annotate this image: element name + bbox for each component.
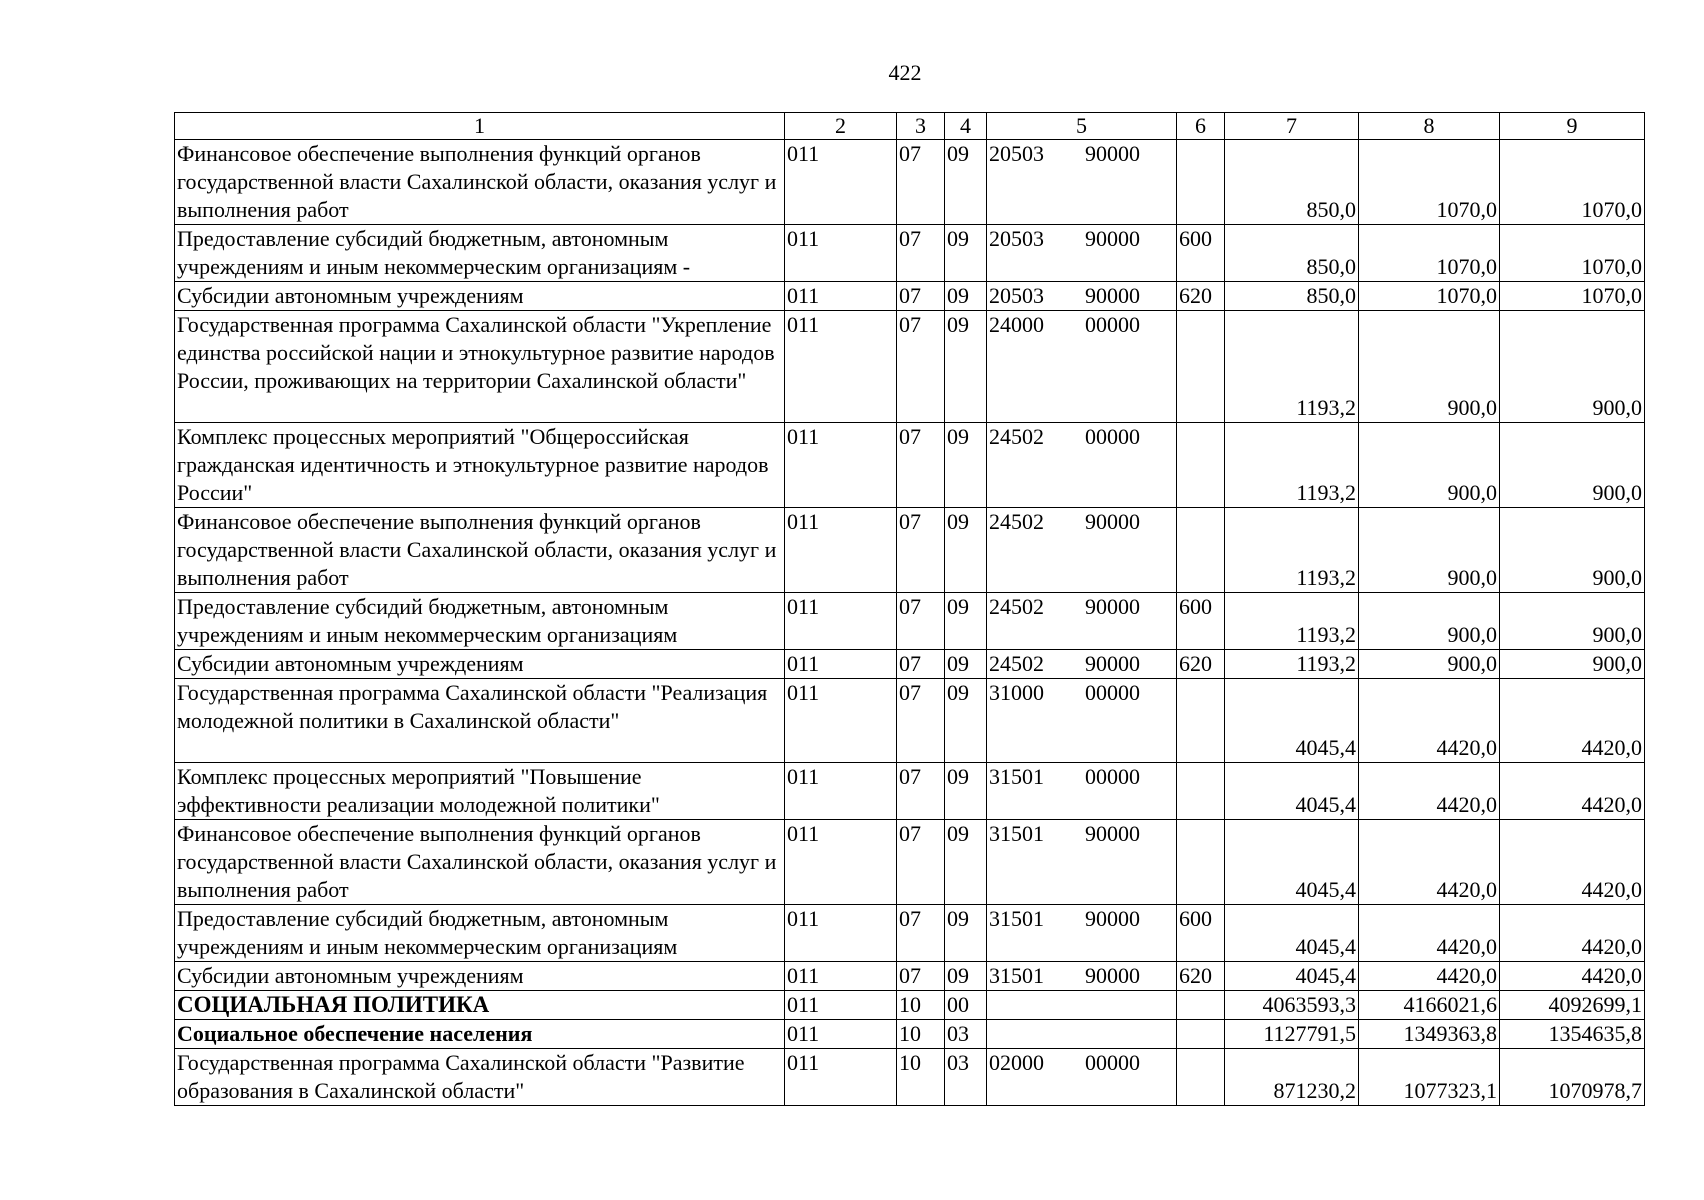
amount-col9: 900,0 (1500, 593, 1645, 650)
code-target-program: 31000 (989, 680, 1044, 705)
amount-col7: 4045,4 (1225, 763, 1359, 820)
code-target-article (987, 311, 1177, 423)
row-name: Субсидии автономным учреждениям (175, 650, 785, 679)
code-target-program: 20503 (989, 141, 1044, 166)
row-name: Комплекс процессных мероприятий "Общероссийская гражданская идентичность и этнокультурное развитие народов России" (175, 423, 785, 508)
amount-col7: 871230,2 (1225, 1049, 1359, 1106)
table-row (175, 1020, 1645, 1049)
amount-col8: 4166021,6 (1359, 991, 1500, 1020)
code-target-article (987, 140, 1177, 225)
code-target-article (987, 820, 1177, 905)
amount-col7: 1193,2 (1225, 650, 1359, 679)
code-ministry: 011 (785, 1020, 897, 1049)
amount-col8: 4420,0 (1359, 820, 1500, 905)
amount-col9: 4420,0 (1500, 905, 1645, 962)
code-target-article (987, 225, 1177, 282)
amount-col8: 4420,0 (1359, 763, 1500, 820)
row-name: Предоставление субсидий бюджетным, автономным учреждениям и иным некоммерческим организациям (175, 905, 785, 962)
code-expense-type (1177, 140, 1225, 225)
header-cell: 8 (1359, 113, 1500, 140)
code-target-article (987, 508, 1177, 593)
code-target-article (987, 905, 1177, 962)
code-section: 10 (897, 1049, 945, 1106)
amount-col8: 1077323,1 (1359, 1049, 1500, 1106)
budget-table (174, 112, 1645, 1106)
header-cell: 2 (785, 113, 897, 140)
code-target-program: 31501 (989, 963, 1044, 988)
row-name: Финансовое обеспечение выполнения функций органов государственной власти Сахалинской области, оказания услуг и выполнения работ (175, 140, 785, 225)
amount-col7: 1127791,5 (1225, 1020, 1359, 1049)
row-name: Государственная программа Сахалинской области "Развитие образования в Сахалинской области" (175, 1049, 785, 1106)
table-row (175, 679, 1645, 763)
code-target-article (987, 962, 1177, 991)
code-subsection: 00 (945, 991, 987, 1020)
table-row (175, 225, 1645, 282)
amount-col7: 1193,2 (1225, 311, 1359, 423)
amount-col8: 900,0 (1359, 311, 1500, 423)
code-expense-type: 620 (1177, 650, 1225, 679)
code-section: 10 (897, 991, 945, 1020)
row-name: Финансовое обеспечение выполнения функций органов государственной власти Сахалинской области, оказания услуг и выполнения работ (175, 820, 785, 905)
code-ministry: 011 (785, 423, 897, 508)
code-ministry: 011 (785, 140, 897, 225)
code-target-direction: 90000 (1085, 226, 1140, 251)
amount-col8: 4420,0 (1359, 962, 1500, 991)
amount-col8: 900,0 (1359, 593, 1500, 650)
amount-col9: 900,0 (1500, 423, 1645, 508)
code-target-direction: 90000 (1085, 283, 1140, 308)
amount-col8: 900,0 (1359, 650, 1500, 679)
table-row (175, 962, 1645, 991)
amount-col8: 900,0 (1359, 423, 1500, 508)
table-row (175, 423, 1645, 508)
code-expense-type (1177, 423, 1225, 508)
row-name: Государственная программа Сахалинской области "Реализация молодежной политики в Сахалинской области" (175, 679, 785, 763)
code-subsection: 03 (945, 1049, 987, 1106)
code-section: 07 (897, 905, 945, 962)
amount-col9: 4420,0 (1500, 763, 1645, 820)
amount-col9: 900,0 (1500, 311, 1645, 423)
table-row (175, 991, 1645, 1020)
row-name: Государственная программа Сахалинской области "Укрепление единства российской нации и этнокультурное развитие народов России, проживающих на территории Сахалинской области" (175, 311, 785, 423)
amount-col7: 1193,2 (1225, 508, 1359, 593)
code-expense-type (1177, 679, 1225, 763)
code-expense-type: 620 (1177, 282, 1225, 311)
amount-col7: 1193,2 (1225, 423, 1359, 508)
header-cell: 4 (945, 113, 987, 140)
table-row (175, 593, 1645, 650)
code-target-article (987, 423, 1177, 508)
code-ministry: 011 (785, 905, 897, 962)
amount-col9: 1070978,7 (1500, 1049, 1645, 1106)
amount-col9: 4420,0 (1500, 820, 1645, 905)
code-target-direction: 90000 (1085, 821, 1140, 846)
code-target-direction: 00000 (1085, 680, 1140, 705)
amount-col7: 1193,2 (1225, 593, 1359, 650)
amount-col8: 4420,0 (1359, 679, 1500, 763)
code-target-article (987, 1020, 1177, 1049)
code-target-article (987, 1049, 1177, 1106)
code-target-direction: 90000 (1085, 651, 1140, 676)
amount-col7: 850,0 (1225, 225, 1359, 282)
code-section: 07 (897, 820, 945, 905)
code-expense-type (1177, 991, 1225, 1020)
code-target-article (987, 679, 1177, 763)
code-target-direction: 00000 (1085, 764, 1140, 789)
amount-col9: 4420,0 (1500, 962, 1645, 991)
header-row (175, 113, 1645, 140)
code-section: 07 (897, 962, 945, 991)
code-section: 07 (897, 679, 945, 763)
code-expense-type: 600 (1177, 905, 1225, 962)
amount-col7: 850,0 (1225, 140, 1359, 225)
table-row (175, 763, 1645, 820)
code-subsection: 09 (945, 282, 987, 311)
code-target-direction: 90000 (1085, 963, 1140, 988)
code-section: 07 (897, 650, 945, 679)
code-expense-type (1177, 1020, 1225, 1049)
amount-col8: 1070,0 (1359, 140, 1500, 225)
code-target-program: 24000 (989, 312, 1044, 337)
code-ministry: 011 (785, 1049, 897, 1106)
code-subsection: 09 (945, 508, 987, 593)
table-row (175, 905, 1645, 962)
code-section: 07 (897, 423, 945, 508)
amount-col9: 1070,0 (1500, 282, 1645, 311)
amount-col9: 1070,0 (1500, 225, 1645, 282)
amount-col9: 1070,0 (1500, 140, 1645, 225)
code-subsection: 09 (945, 679, 987, 763)
header-cell: 9 (1500, 113, 1645, 140)
code-target-program: 24502 (989, 594, 1044, 619)
code-subsection: 09 (945, 423, 987, 508)
code-ministry: 011 (785, 593, 897, 650)
row-name: СОЦИАЛЬНАЯ ПОЛИТИКА (175, 991, 785, 1020)
table-row (175, 311, 1645, 423)
code-ministry: 011 (785, 991, 897, 1020)
code-ministry: 011 (785, 508, 897, 593)
code-ministry: 011 (785, 763, 897, 820)
code-target-program: 24502 (989, 509, 1044, 534)
code-expense-type (1177, 311, 1225, 423)
header-cell: 1 (175, 113, 785, 140)
header-cell: 3 (897, 113, 945, 140)
code-ministry: 011 (785, 225, 897, 282)
header-cell: 7 (1225, 113, 1359, 140)
code-ministry: 011 (785, 650, 897, 679)
table-row (175, 820, 1645, 905)
code-target-article (987, 593, 1177, 650)
code-ministry: 011 (785, 962, 897, 991)
code-target-program: 20503 (989, 226, 1044, 251)
code-target-program: 24502 (989, 424, 1044, 449)
code-section: 07 (897, 282, 945, 311)
amount-col8: 900,0 (1359, 508, 1500, 593)
amount-col8: 1349363,8 (1359, 1020, 1500, 1049)
code-section: 10 (897, 1020, 945, 1049)
code-section: 07 (897, 311, 945, 423)
amount-col9: 900,0 (1500, 508, 1645, 593)
amount-col8: 1070,0 (1359, 225, 1500, 282)
code-expense-type (1177, 820, 1225, 905)
row-name: Субсидии автономным учреждениям (175, 282, 785, 311)
amount-col7: 4045,4 (1225, 820, 1359, 905)
code-subsection: 09 (945, 225, 987, 282)
amount-col9: 4420,0 (1500, 679, 1645, 763)
amount-col7: 4045,4 (1225, 679, 1359, 763)
code-target-direction: 00000 (1085, 424, 1140, 449)
table-row (175, 140, 1645, 225)
amount-col7: 4045,4 (1225, 905, 1359, 962)
table-row (175, 1049, 1645, 1106)
amount-col9: 900,0 (1500, 650, 1645, 679)
code-expense-type: 620 (1177, 962, 1225, 991)
code-target-direction: 00000 (1085, 1050, 1140, 1075)
amount-col8: 1070,0 (1359, 282, 1500, 311)
code-expense-type: 600 (1177, 593, 1225, 650)
code-expense-type: 600 (1177, 225, 1225, 282)
code-subsection: 09 (945, 650, 987, 679)
code-ministry: 011 (785, 311, 897, 423)
code-section: 07 (897, 763, 945, 820)
code-target-program: 31501 (989, 821, 1044, 846)
code-target-article (987, 991, 1177, 1020)
code-ministry: 011 (785, 282, 897, 311)
code-target-program: 24502 (989, 651, 1044, 676)
code-subsection: 09 (945, 820, 987, 905)
page-number: 422 (888, 60, 922, 85)
code-target-direction: 90000 (1085, 509, 1140, 534)
code-target-direction: 90000 (1085, 594, 1140, 619)
code-target-program: 02000 (989, 1050, 1044, 1075)
code-expense-type (1177, 508, 1225, 593)
code-target-program: 20503 (989, 283, 1044, 308)
code-section: 07 (897, 508, 945, 593)
code-subsection: 09 (945, 140, 987, 225)
code-subsection: 09 (945, 311, 987, 423)
amount-col7: 4045,4 (1225, 962, 1359, 991)
code-subsection: 09 (945, 593, 987, 650)
code-target-direction: 90000 (1085, 141, 1140, 166)
code-target-article (987, 763, 1177, 820)
row-name: Предоставление субсидий бюджетным, автономным учреждениям и иным некоммерческим организациям - (175, 225, 785, 282)
code-target-program: 31501 (989, 906, 1044, 931)
code-target-direction: 00000 (1085, 312, 1140, 337)
code-target-direction: 90000 (1085, 906, 1140, 931)
code-section: 07 (897, 225, 945, 282)
code-ministry: 011 (785, 820, 897, 905)
header-cell: 6 (1177, 113, 1225, 140)
code-target-article (987, 650, 1177, 679)
code-section: 07 (897, 140, 945, 225)
amount-col9: 1354635,8 (1500, 1020, 1645, 1049)
code-subsection: 09 (945, 962, 987, 991)
amount-col8: 4420,0 (1359, 905, 1500, 962)
amount-col7: 4063593,3 (1225, 991, 1359, 1020)
table-row (175, 508, 1645, 593)
code-subsection: 09 (945, 905, 987, 962)
table-row (175, 650, 1645, 679)
table-row (175, 282, 1645, 311)
header-cell: 5 (987, 113, 1177, 140)
code-target-article (987, 282, 1177, 311)
row-name: Субсидии автономным учреждениям (175, 962, 785, 991)
row-name: Предоставление субсидий бюджетным, автономным учреждениям и иным некоммерческим организациям (175, 593, 785, 650)
row-name: Социальное обеспечение населения (175, 1020, 785, 1049)
code-subsection: 03 (945, 1020, 987, 1049)
amount-col9: 4092699,1 (1500, 991, 1645, 1020)
code-target-program: 31501 (989, 764, 1044, 789)
code-expense-type (1177, 763, 1225, 820)
amount-col7: 850,0 (1225, 282, 1359, 311)
code-section: 07 (897, 593, 945, 650)
code-expense-type (1177, 1049, 1225, 1106)
code-ministry: 011 (785, 679, 897, 763)
row-name: Комплекс процессных мероприятий "Повышение эффективности реализации молодежной политики" (175, 763, 785, 820)
code-subsection: 09 (945, 763, 987, 820)
row-name: Финансовое обеспечение выполнения функций органов государственной власти Сахалинской области, оказания услуг и выполнения работ (175, 508, 785, 593)
